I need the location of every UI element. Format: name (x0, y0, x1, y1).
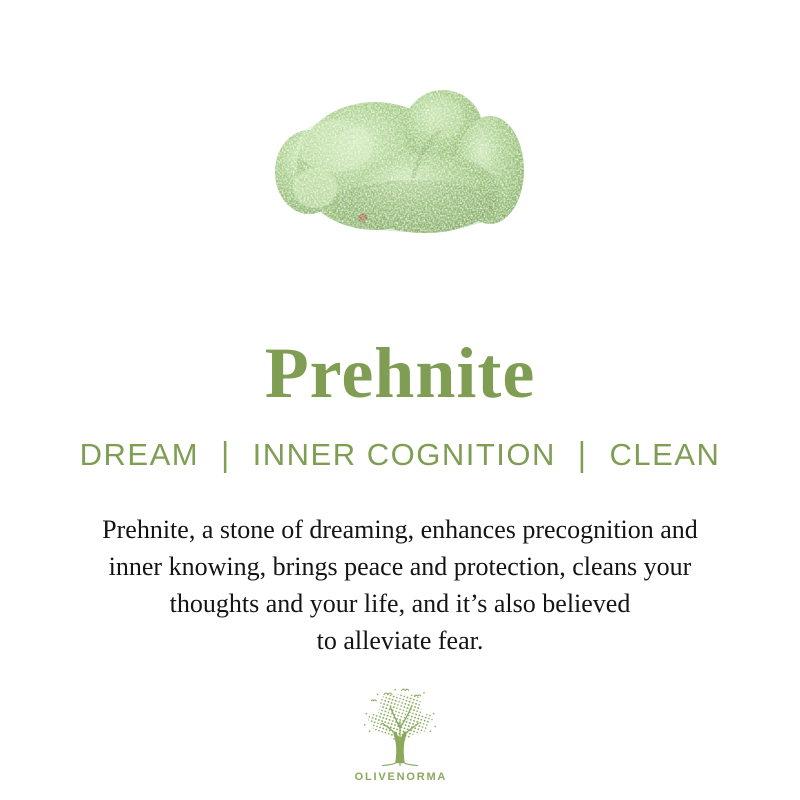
brand-name: OLIVENORMA (354, 771, 448, 783)
tagline-separator: | (221, 435, 231, 474)
olive-tree-icon (360, 688, 440, 768)
description (20, 511, 780, 659)
tagline-item-dream: DREAM (79, 437, 200, 472)
tagline-item-inner-cognition: INNER COGNITION (252, 437, 556, 472)
description-line: thoughts and your life, and it’s also believed (169, 589, 631, 618)
description-line: to alleviate fear. (316, 626, 484, 655)
tagline-separator: | (577, 435, 588, 474)
prehnite-stone-image (275, 88, 525, 236)
prehnite-stone (275, 88, 525, 236)
brand-logo (353, 688, 447, 783)
tagline-item-clean: CLEAN (609, 437, 721, 472)
description-line: inner knowing, brings peace and protection, cleans your (108, 552, 692, 581)
page-title: Prehnite (264, 333, 536, 413)
description-line: Prehnite, a stone of dreaming, enhances precognition and (102, 515, 698, 544)
tagline (80, 433, 721, 477)
